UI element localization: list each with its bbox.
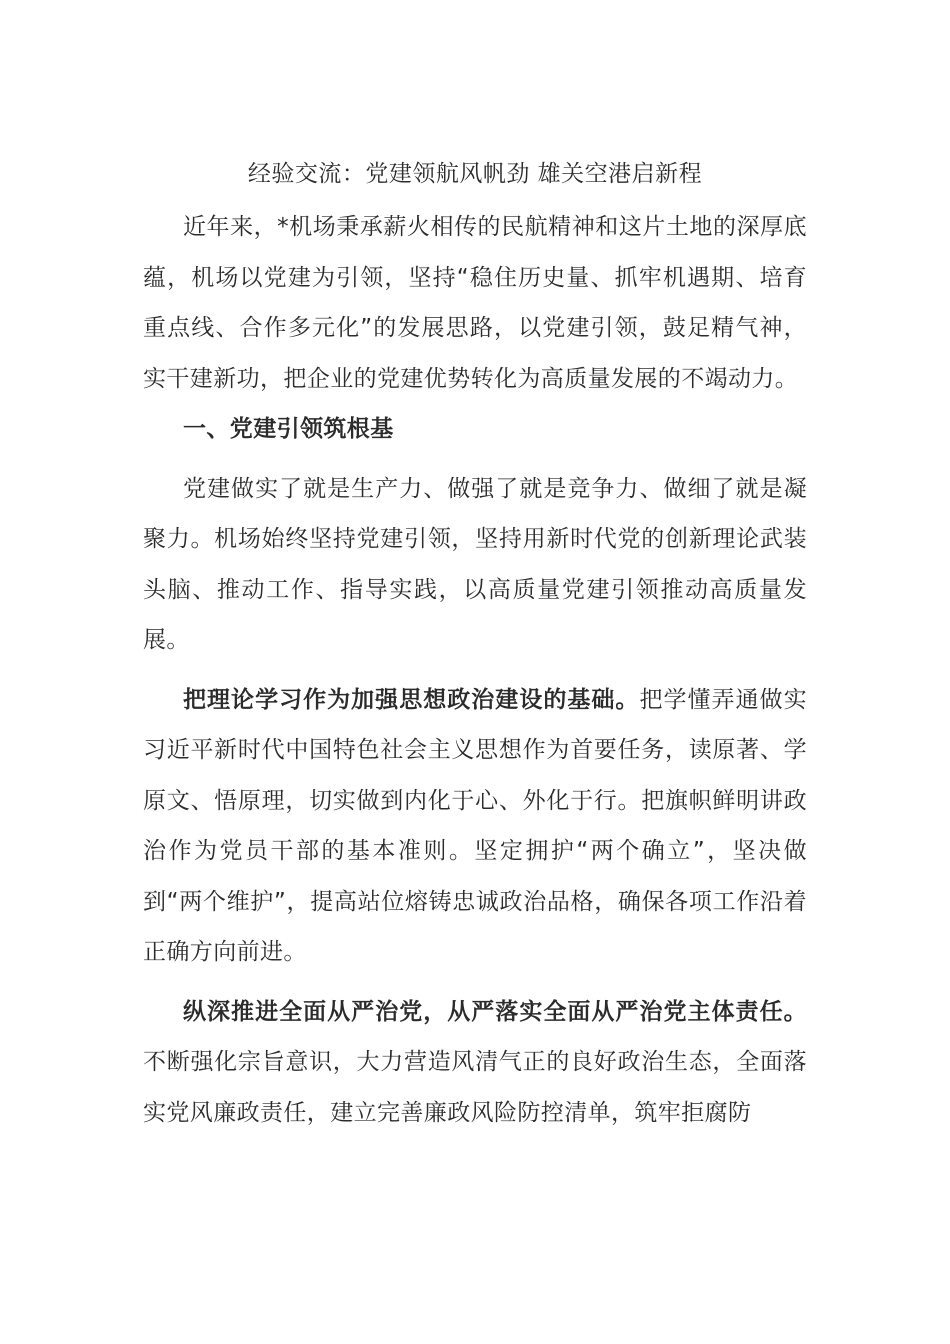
- intro-paragraph: 近年来，*机场秉承薪火相传的民航精神和这片土地的深厚底蕴，机场以党建为引领，坚持“稳住历史量、抓牢机遇期、培育重点线、合作多元化”的发展思路，以党建引领，鼓足精气神，实干建新功，把企业的党建优势转化为高质量发展的不竭动力。: [143, 214, 807, 392]
- paragraph-body-text: 把学懂弄通做实习近平新时代中国特色社会主义思想作为首要任务，读原著、学原文、悟原理，切实做到内化于心、外化于行。把旗帜鲜明讲政治作为党员干部的基本准则。坚定拥护“两个确立”，坚决做到“两个维护”，提高站位熔铸忠诚政治品格，确保各项工作沿着正确方向前进。: [143, 686, 807, 965]
- document-title: 经验交流：党建领航风帆劲 雄关空港启新程: [247, 161, 703, 187]
- section-paragraph-2: [143, 675, 807, 978]
- paragraph-body-text: 不断强化宗旨意识，大力营造风清气正的良好政治生态，全面落实党风廉政责任，建立完善廉政风险防控清单，筑牢拒腐防: [143, 1049, 807, 1126]
- document-body: [143, 152, 807, 1138]
- paragraph-lead-sentence: 纵深推进全面从严治党，从严落实全面从严治党主体责任。: [183, 998, 807, 1025]
- section-heading: 一、党建引领筑根基: [183, 416, 394, 442]
- section-paragraph-3: [143, 987, 807, 1139]
- paragraph-lead-sentence: 把理论学习作为加强思想政治建设的基础。: [183, 686, 640, 713]
- section-paragraph-1: 党建做实了就是生产力、做强了就是竞争力、做细了就是凝聚力。机场始终坚持党建引领，坚持用新时代党的创新理论武装头脑、推动工作、指导实践，以高质量党建引领推动高质量发展。: [143, 475, 807, 653]
